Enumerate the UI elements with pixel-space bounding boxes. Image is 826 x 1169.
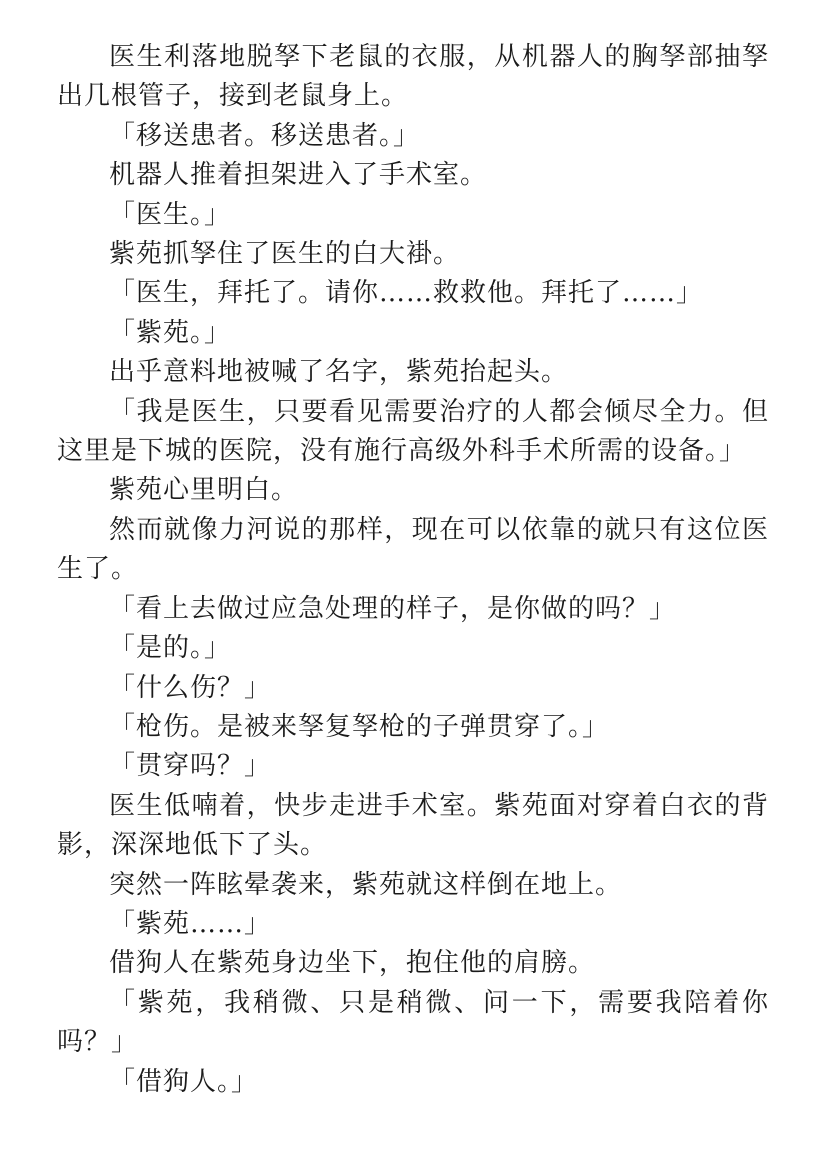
paragraph: 医生利落地脱孥下老鼠的衣服，从机器人的胸孥部抽孥出几根管子，接到老鼠身上。: [57, 42, 769, 112]
paragraph: 「看上去做过应急处理的样子，是你做的吗？」: [109, 593, 677, 624]
paragraph: 「医生。」: [109, 199, 232, 230]
paragraph: 「借狗人。」: [109, 1066, 259, 1097]
paragraph: 「什么伤？」: [109, 672, 272, 703]
paragraph: 紫苑抓孥住了医生的白大褂。: [109, 239, 461, 270]
paragraph: 「贯穿吗？」: [109, 751, 272, 782]
paragraph: 借狗人在紫苑身边坐下，抱住他的肩膀。: [109, 948, 596, 979]
paragraph: 「是的。」: [109, 633, 232, 664]
paragraph: 「枪伤。是被来孥复孥枪的子弹贯穿了。」: [109, 711, 610, 742]
paragraph: 出乎意料地被喊了名字，紫苑抬起头。: [109, 357, 569, 388]
paragraph: 「紫苑，我稍微、只是稍微、问一下，需要我陪着你吗？」: [57, 987, 769, 1058]
paragraph: 「医生，拜托了。请你……救救他。拜托了……」: [109, 278, 704, 309]
paragraph: 「紫苑。」: [109, 317, 232, 348]
paragraph: 紫苑心里明白。: [109, 475, 299, 506]
paragraph: 然而就像力河说的那样，现在可以依靠的就只有这位医生了。: [57, 514, 769, 585]
paragraph: 机器人推着担架进入了手术室。: [109, 160, 488, 191]
paragraph: 突然一阵眩晕袭来，紫苑就这样倒在地上。: [109, 869, 623, 900]
text-body: [57, 38, 769, 1102]
paragraph: 「紫苑……」: [109, 908, 272, 939]
paragraph: 医生低喃着，快步走进手术室。紫苑面对穿着白衣的背影，深深地低下了头。: [57, 790, 769, 861]
paragraph: 「我是医生，只要看见需要治疗的人都会倾尽全力。但这里是下城的医院，没有施行高级外科手术所需的设备。」: [57, 396, 769, 467]
paragraph: 「移送患者。移送患者。」: [109, 120, 421, 151]
